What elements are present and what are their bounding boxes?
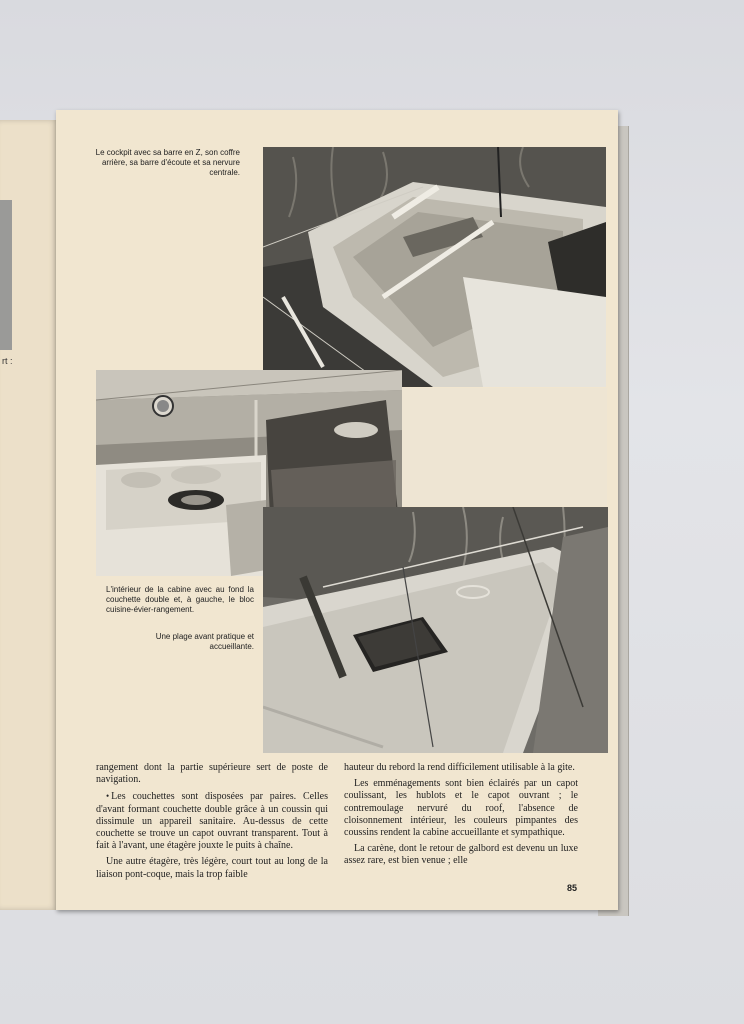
- photo-cockpit: [263, 147, 606, 387]
- left-page-edge: [0, 120, 58, 910]
- left-page-edge-text: rt :: [2, 356, 13, 366]
- left-page-photo-edge: [0, 200, 12, 350]
- article-column-1: [96, 762, 328, 885]
- paragraph: hauteur du rebord la rend difficilement utilisable à la gite.: [344, 762, 575, 773]
- blank-area: [402, 388, 607, 506]
- caption-cockpit: Le cockpit avec sa barre en Z, son coffre arrière, sa barre d'écoute et sa nervure centrale.: [95, 148, 240, 177]
- paragraph-bulleted: [96, 790, 328, 852]
- bullet-icon: •: [106, 791, 110, 802]
- caption-cabin-interior: L'intérieur de la cabine avec au fond la couchette double et, à gauche, le bloc cuisine-évier-rangement.: [106, 585, 254, 614]
- paragraph: La carène, dont le retour de galbord est devenu un luxe assez rare, est bien venue ; elle: [344, 843, 578, 867]
- page-number: 85: [567, 883, 578, 893]
- paragraph: Les emménagements sont bien éclairés par un capot coulissant, les hublots et le capot ouvrant ; le contremoulage nervuré du roof, l'absence de cloisonnement intérieur, les couleurs pimpantes des coussins rendent la cabine accueillante et sympathique.: [344, 778, 578, 839]
- caption-foredeck: Une plage avant pratique et accueillante.: [155, 632, 254, 651]
- article-column-2: [344, 762, 578, 872]
- paragraph: rangement dont la partie supérieure sert de poste de navigation.: [96, 762, 328, 786]
- paragraph-text: Les couchettes sont disposées par paires. Celles d'avant formant couchette double grâce à un coussin qui dissimule un appareil sanitaire. Au-dessus de cette couchette se trouve un capot ouvrant transparent. Tout à fait à l'avant, une étagère jouxte le puits à chaîne.: [96, 791, 328, 852]
- paragraph: Une autre étagère, très légère, court tout au long de la liaison pont-coque, mais la trop faible: [96, 856, 328, 880]
- magazine-page: [56, 110, 618, 910]
- photo-foredeck: [263, 507, 608, 753]
